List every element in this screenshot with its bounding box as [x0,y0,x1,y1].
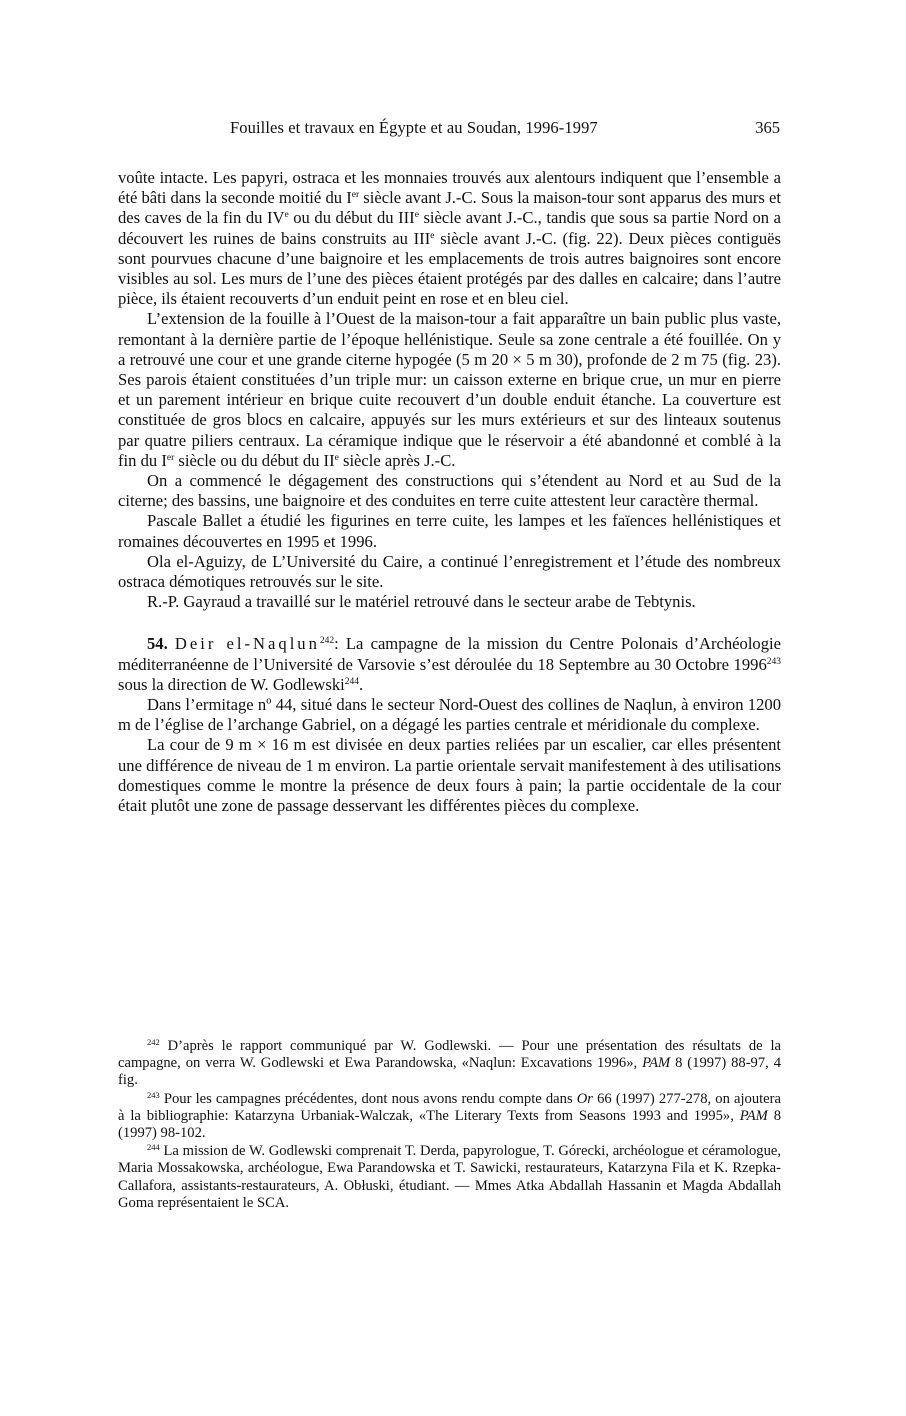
superscript: e [334,452,339,463]
footnote-244 [118,1143,781,1212]
superscript: er [166,452,175,463]
text-run: siècle avant J.-C., tandis que sous sa partie Nord on a découvert les ruines de bains construits au III [118,208,781,248]
paragraph-5: Ola el-Aguizy, de L’Université du Caire, a continué l’enregistrement et l’étude des nombreux ostraca démotiques retrouvés sur le site. [118,551,781,592]
journal-abbrev: PAM [642,1055,671,1072]
paragraph-1 [118,168,781,309]
paragraph-4: Pascale Ballet a étudié les figurines en terre cuite, les lampes et les faïences hellénistiques et romaines découvertes en 1995 et 1996. [118,511,781,551]
paragraph-6: R.-P. Gayraud a travaillé sur le matériel retrouvé dans le secteur arabe de Tebtynis. [147,592,696,612]
text-run: La mission de W. Godlewski comprenait T. Derda, papyrologue, T. Górecki, archéologue et céramologue, Maria Mossakowska, archéologue, Ewa Parandowska et T. Sawicki, restaurateurs, Katarzyna Fila et K. Rzepka-Callafora, assistants-restaurateurs, A. Obłuski, étudiant. — Mmes Atka Abdallah Hassanin et Magda Abdallah Goma représentaient le SCA. [118,1143,781,1211]
journal-abbrev: PAM [739,1107,768,1124]
paragraph-2 [118,309,781,471]
superscript: e [284,210,289,221]
text-run: sous la direction de W. Godlewski [118,674,345,694]
journal-abbrev: Or [576,1090,593,1107]
section-site-name: Deir el-Naqlun [174,634,320,654]
footnote-ref-244: 244 [344,676,360,687]
footnote-number: 243 [147,1089,160,1100]
footnotes [118,1038,781,1213]
superscript: er [351,190,360,201]
text-run: : La campagne de la mission du Centre Polonais d’Archéologie méditerranéenne de l’Université de Varsovie s’est déroulée du 18 Septembre au 30 Octobre 1996 [118,634,781,674]
section-54-paragraph [118,634,781,695]
text-run: D’après le rapport communiqué par W. Godlewski. — Pour une présentation des résultats de la campagne, on verra W. Godlewski et Ewa Parandowska, «Naqlun: Excavations 1996», [118,1038,781,1072]
text-run: siècle après J.-C. [338,450,456,470]
text-run: 66 (1997) 277-278, on ajoutera à la bibliographie: Katarzyna Urbaniak-Walczak, «The Literary Texts from Seasons 1993 and 1995», [118,1090,781,1124]
main-text [118,168,781,816]
text-run: siècle avant J.-C. (fig. 22). Deux pièces contiguës sont pourvues chacune d’une baignoire et les emplacements de trois autres baignoires sont encore visibles au sol. Les murs de l’une des pièces étaient protégés par des dalles en calcaire; dans l’autre pièce, ils étaient recouverts d’un enduit peint en rose et en bleu ciel. [118,228,781,309]
text-run: siècle avant J.-C. Sous la maison-tour sont apparus des murs et des caves de la fin du IV [118,188,781,228]
text-run: 8 (1997) 88-97, 4 fig. [118,1055,782,1089]
paragraph-3: On a commencé le dégagement des constructions qui s’étendent au Nord et au Sud de la citerne; des bassins, une baignoire et des conduites en terre cuite attestent leur caractère thermal. [118,471,781,511]
running-header [118,118,780,140]
superscript: e [414,210,419,221]
text-run: 8 (1997) 98-102. [118,1107,781,1142]
text-run: voûte intacte. Les papyri, ostraca et les monnaies trouvés aux alentours indiquent que l’ensemble a été bâti dans la seconde moitié du I [118,168,781,208]
text-run: Pour les campagnes précédentes, dont nous avons rendu compte dans [159,1090,577,1107]
text-run: L’extension de la fouille à l’Ouest de la maison-tour a fait apparaître un bain public plus vaste, remontant à la dernière partie de l’époque hellénistique. Seule sa zone centrale a été fouillée. On y a retrouvé une cour et une grande citerne hypogée (5 m 20 × 5 m 30), profonde de 2 m 75 (fig. 23). Ses parois étaient constituées d’un triple mur: un caisson externe en brique crue, un mur en pierre et un parement intérieur en brique cuite recouvert d’un double enduit étanche. La couverture est constituée de gros blocs en calcaire, appuyés sur les murs extérieurs et sur des linteaux soutenus par quatre piliers centraux. La céramique indique que le réservoir a été abandonné et comblé à la fin du I [118,309,781,470]
section-number: 54. [147,634,168,654]
footnote-ref-242: 242 [319,636,335,647]
paragraph-9: La cour de 9 m × 16 m est divisée en deux parties reliées par un escalier, car elles présentent une différence de niveau de 1 m environ. La partie orientale servait manifestement à des utilisations domestiques comme le montre la présence de deux fours à pain; la partie occidentale de la cour était plutôt une zone de passage desservant les différentes pièces du complexe. [118,735,781,816]
footnote-ref-243: 243 [766,656,781,667]
footnote-243 [118,1091,781,1143]
footnote-242 [118,1038,781,1090]
section-gap [118,612,781,634]
text-run: ou du début du III [288,208,415,228]
footnote-number: 242 [147,1037,160,1047]
text-run: . [359,674,364,694]
footnote-number: 244 [147,1142,160,1153]
paragraph-8: Dans l’ermitage nº 44, situé dans le secteur Nord-Ouest des collines de Naqlun, à environ 1200 m de l’église de l’archange Gabriel, on a dégagé les parties centrale et méridionale du complexe. [118,695,781,735]
running-title: Fouilles et travaux en Égypte et au Soudan, 1996-1997 [230,118,598,137]
text-run: siècle ou du début du II [174,450,335,470]
page-number: 365 [755,118,780,137]
superscript: e [430,230,435,241]
